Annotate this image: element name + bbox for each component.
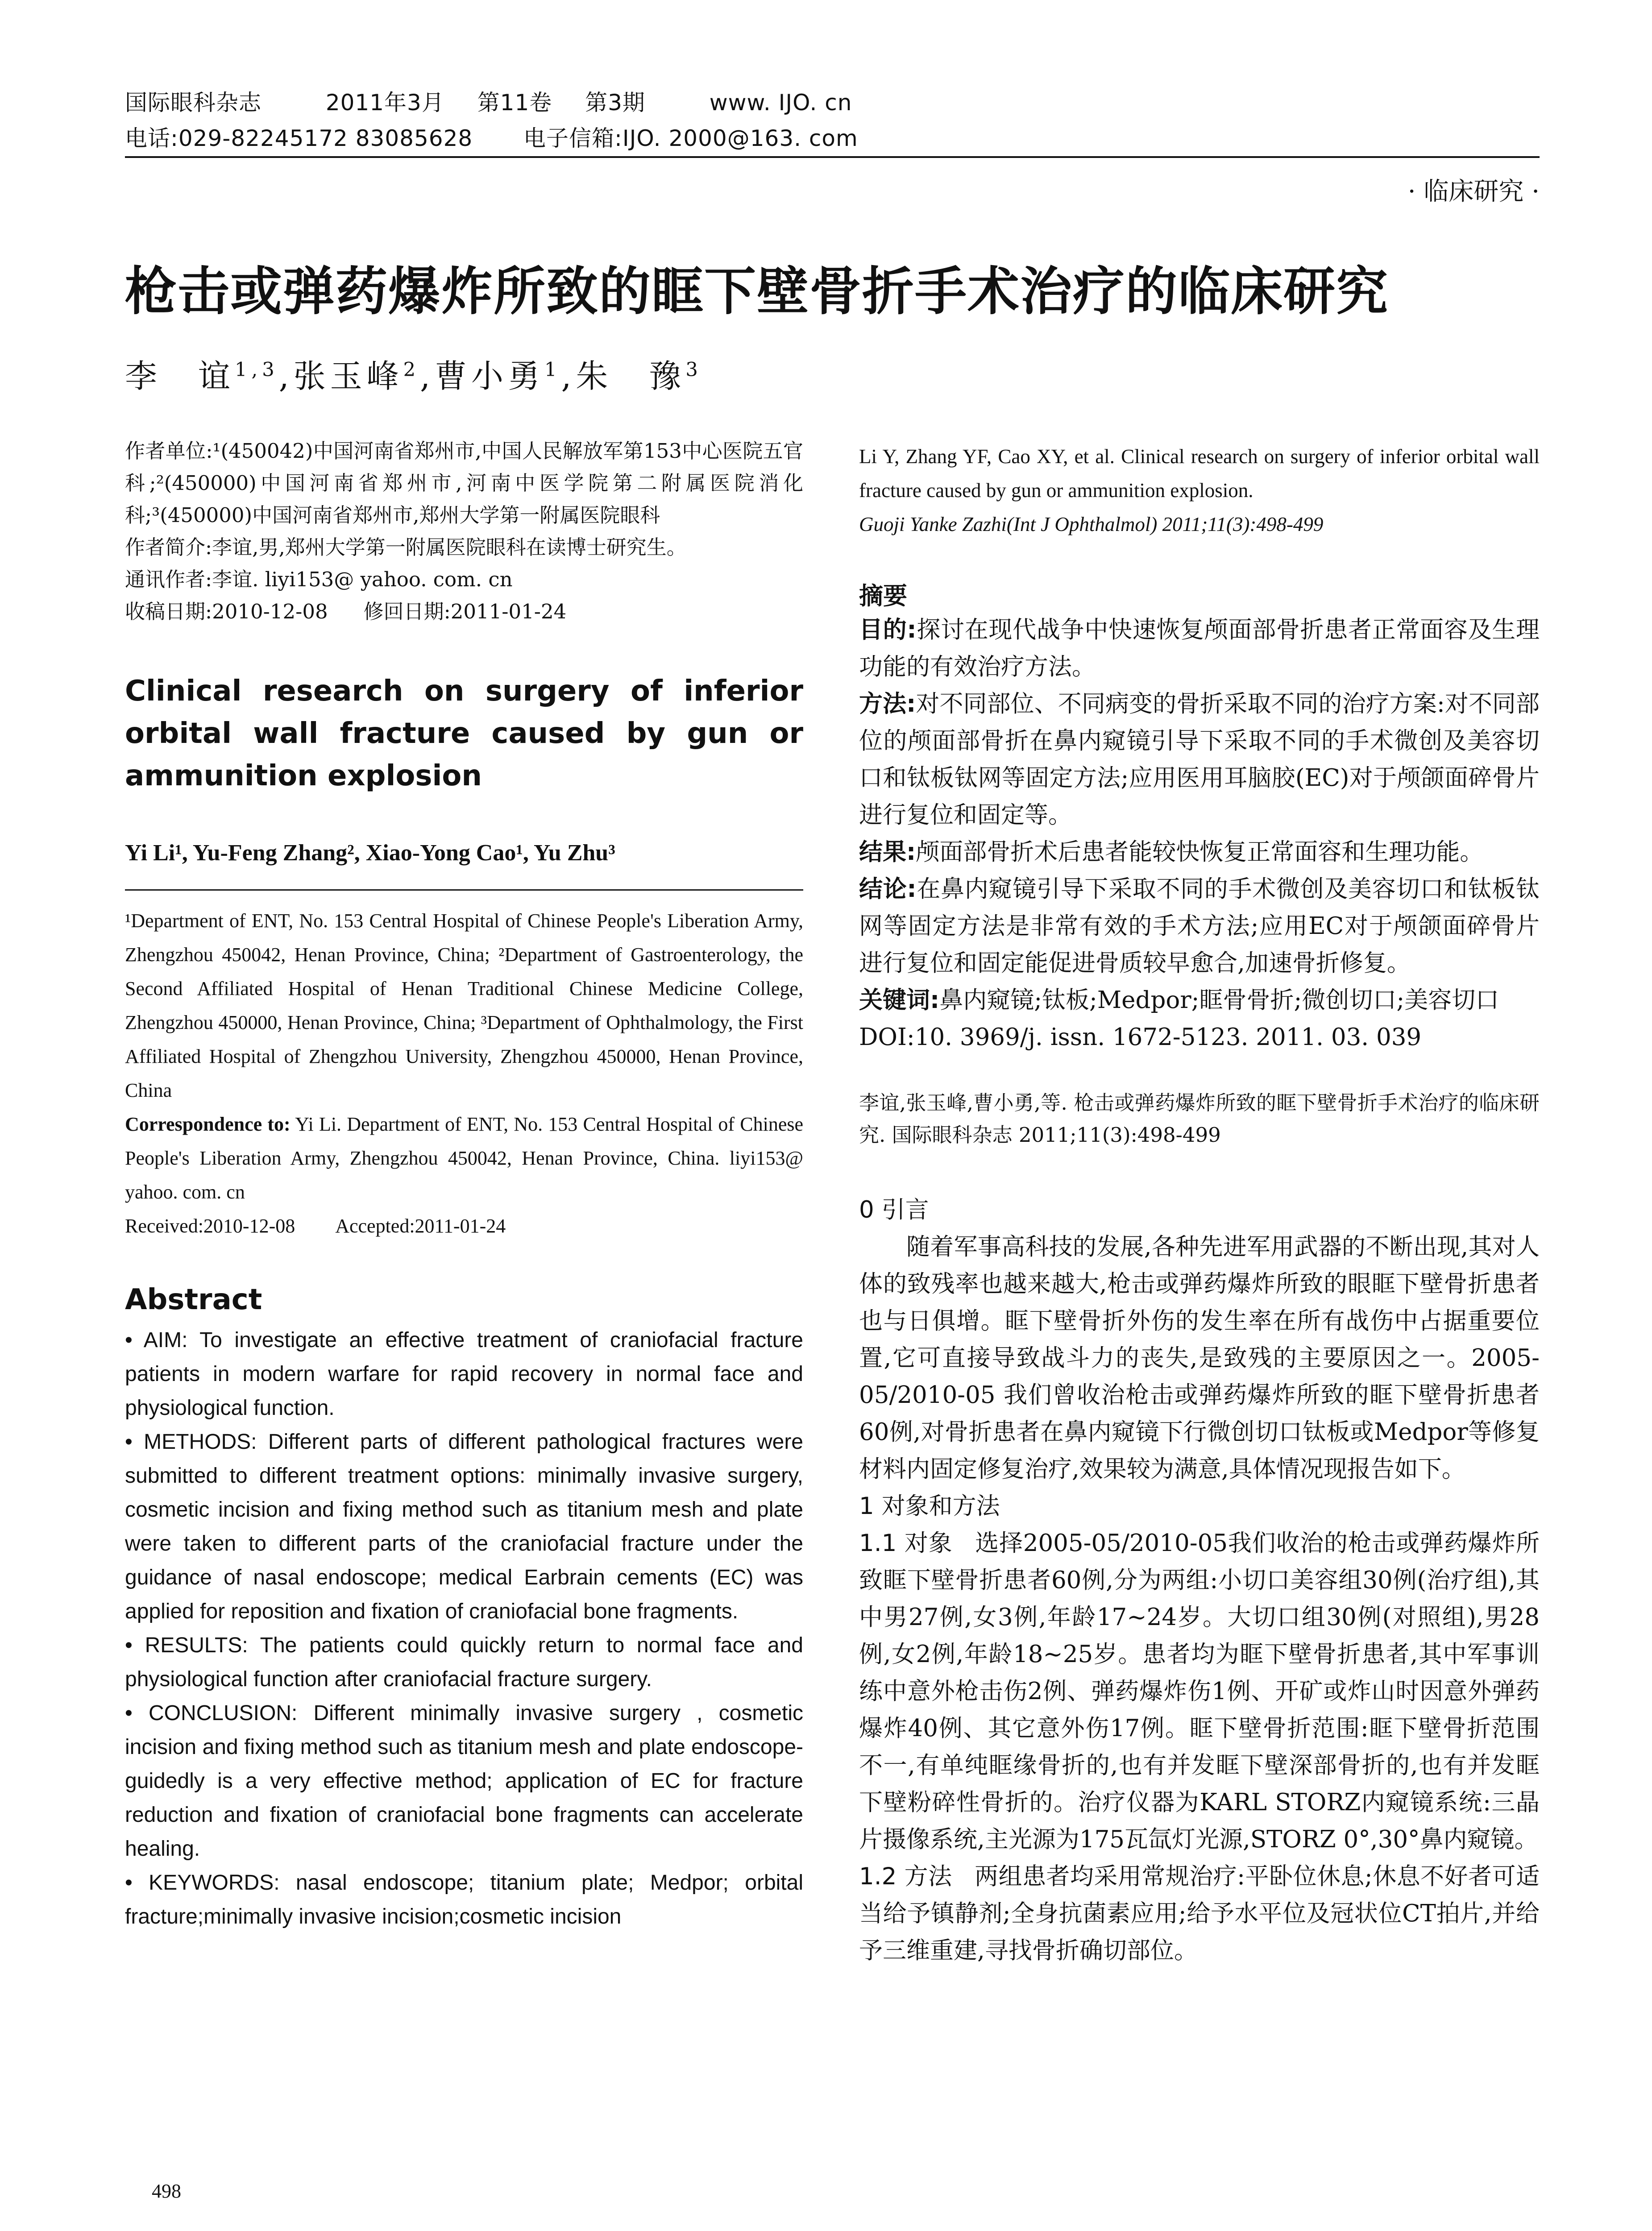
intro-heading: 0 引言 <box>859 1196 929 1223</box>
contact-line <box>125 120 858 153</box>
abstract-keywords: • KEYWORDS: nasal endoscope; titanium plate; Medpor; orbital fracture;minimally invasive incision;cosmetic incision <box>125 1871 803 1928</box>
affiliation-en-divider <box>125 889 803 891</box>
abstract-methods: • METHODS: Different parts of different pathological fractures were submitted to different treatment options: minimally invasive surgery, cosmetic incision and fixing method such as titanium mesh and plate were taken to different parts of the craniofacial fracture under the guidance of nasal endoscope; medical Earbrain cements (EC) was applied for reposition and fixation of craniofacial bone fragments. <box>125 1430 803 1623</box>
citation-en-journal: Guoji Yanke Zazhi(Int J Ophthalmol) 2011;11(3):498-499 <box>859 513 1324 535</box>
dates-cn: 收稿日期:2010-12-08 修回日期:2011-01-24 <box>125 600 567 623</box>
page-title: 枪击或弹药爆炸所致的眶下壁骨折手术治疗的临床研究 <box>125 261 1389 322</box>
section-label: · 临床研究 · <box>1407 177 1540 206</box>
abstract-en <box>125 1323 803 1934</box>
abstract-cn-results: 结果:颅面部骨折术后患者能较快恢复正常面容和生理功能。 <box>859 838 1484 866</box>
right-column <box>859 440 1540 1969</box>
affiliation-en: ¹Department of ENT, No. 153 Central Hospital of Chinese People's Liberation Army, Zhengzhou 450042, Henan Province, China; ²Department of Gastroenterology, the Second Affiliated Hospital of Henan Traditional Chinese Medicine College, Zhengzhou 450000, Henan Province, China; ³Department of Ophthalmology, the First Affiliated Hospital of Zhengzhou University, Zhengzhou 450000, Henan Province, China <box>125 910 803 1101</box>
abstract-cn-methods: 方法:对不同部位、不同病变的骨折采取不同的治疗方案:对不同部位的颅面部骨折在鼻内窥镜引导下采取不同的手术微创及美容切口和钛板钛网等固定方法;应用医用耳脑胶(EC)对于颅颌面碎骨片进行复位和固定等。 <box>859 690 1540 829</box>
left-column <box>125 435 803 1934</box>
methods-heading: 1 对象和方法 <box>859 1493 1000 1520</box>
dates-en: Received:2010-12-08 Accepted:2011-01-24 <box>125 1215 506 1237</box>
phone: 电话:029-82245172 83085628 <box>125 125 473 151</box>
abstract-aim: • AIM: To investigate an effective treatment of craniofacial fracture patients in modern warfare for rapid recovery in normal face and physiological function. <box>125 1328 803 1420</box>
title-en: Clinical research on surgery of inferior orbital wall fracture caused by gun or ammunition explosion <box>125 675 803 792</box>
abstract-cn-aim: 目的:探讨在现代战争中快速恢复颅面部骨折患者正常面容及生理功能的有效治疗方法。 <box>859 616 1540 680</box>
intro-text: 随着军事高科技的发展,各种先进军用武器的不断出现,其对人体的致残率也越来越大,枪击或弹药爆炸所致的眼眶下壁骨折患者也与日俱增。眶下壁骨折外伤的发生率在所有战伤中占据重要位置,它可直接导致战斗力的丧失,是致残的主要原因之一。2005-05/2010-05 我们曾收治枪击或弹药爆炸所致的眶下壁骨折患者60例,对骨折患者在鼻内窥镜下行微创切口钛板或Medpor等修复材料内固定修复治疗,效果较为满意,具体情况现报告如下。 <box>859 1233 1540 1483</box>
abstract-heading: Abstract <box>125 1283 262 1316</box>
authors-en: Yi Li¹, Yu-Feng Zhang², Xiao-Yong Cao¹, Yu Zhu³ <box>125 840 615 866</box>
website: www. IJO. cn <box>709 90 852 116</box>
volume: 第11卷 <box>477 90 552 116</box>
subjects-paragraph: 1.1 对象 选择2005-05/2010-05我们收治的枪击或弹药爆炸所致眶下壁骨折患者60例,分为两组:小切口美容组30例(治疗组),其中男27例,女3例,年龄17~24岁。大切口组30例(对照组),男28例,女2例,年龄18~25岁。患者均为眶下壁骨折患者,其中军事训练中意外枪击伤2例、弹药爆炸伤1例、开矿或炸山时因意外弹药爆炸40例、其它意外伤17例。眶下壁骨折范围:眶下壁骨折范围不一,有单纯眶缘骨折的,也有并发眶下壁深部骨折的,也有并发眶下壁粉碎性骨折的。治疗仪器为KARL STORZ内窥镜系统:三晶片摄像系统,主光源为175瓦氙灯光源,STORZ 0°,30°鼻内窥镜。 <box>859 1530 1540 1853</box>
correspondence-cn: 通讯作者:李谊. liyi153@ yahoo. com. cn <box>125 568 513 591</box>
methods-paragraph: 1.2 方法 两组患者均采用常规治疗:平卧位休息;休息不好者可适当给予镇静剂;全身抗菌素应用;给予水平位及冠状位CT拍片,并给予三维重建,寻找骨折确切部位。 <box>859 1863 1540 1964</box>
citation-cn: 李谊,张玉峰,曹小勇,等. 枪击或弹药爆炸所致的眶下壁骨折手术治疗的临床研究. 国际眼科杂志 2011;11(3):498-499 <box>859 1091 1540 1147</box>
header-rule <box>125 156 1540 158</box>
doi: DOI:10. 3969/j. issn. 1672-5123. 2011. 03. 039 <box>859 1024 1422 1051</box>
journal-name: 国际眼科杂志 <box>125 90 261 116</box>
abstract-cn-heading: 摘要 <box>859 582 907 610</box>
abstract-conclusion: • CONCLUSION: Different minimally invasive surgery , cosmetic incision and fixing method such as titanium mesh and plate endoscope-guidedly is a very effective method; application of EC for fracture reduction and fixation of craniofacial bone fragments can accelerate healing. <box>125 1701 803 1861</box>
email: 电子信箱:IJO. 2000@163. com <box>523 125 858 151</box>
issue: 第3期 <box>585 90 645 116</box>
abstract-results: • RESULTS: The patients could quickly return to normal face and physiological function after craniofacial fracture surgery. <box>125 1634 803 1691</box>
abstract-cn-conclusion: 结论:在鼻内窥镜引导下采取不同的手术微创及美容切口和钛板钛网等固定方法是非常有效的手术方法;应用EC对于颅颌面碎骨片进行复位和固定能促进骨质较早愈合,加速骨折修复。 <box>859 875 1540 977</box>
correspondence-en: Correspondence to: Yi Li. Department of ENT, No. 153 Central Hospital of Chinese People's Liberation Army, Zhengzhou 450042, Henan Province, China. liyi153@ yahoo. com. cn <box>125 1113 804 1203</box>
page-number: 498 <box>152 2180 181 2202</box>
issue-date: 2011年3月 <box>325 90 444 116</box>
authors-cn: 李 谊$^{1,3}$,张玉峰$^2$,曹小勇$^1$,朱 豫$^3$ <box>125 357 702 395</box>
journal-header <box>125 85 852 117</box>
keywords-cn: 关键词:鼻内窥镜;钛板;Medpor;眶骨骨折;微创切口;美容切口 <box>859 987 1499 1014</box>
affiliation-cn: 作者单位:¹(450042)中国河南省郑州市,中国人民解放军第153中心医院五官科;²(450000)中国河南省郑州市,河南中医学院第二附属医院消化科;³(450000)中国河南省郑州市,郑州大学第一附属医院眼科 <box>125 439 803 527</box>
citation-en: Li Y, Zhang YF, Cao XY, et al. Clinical research on surgery of inferior orbital wall fracture caused by gun or ammunition explosion. <box>859 445 1540 502</box>
author-bio-cn: 作者简介:李谊,男,郑州大学第一附属医院眼科在读博士研究生。 <box>125 535 687 559</box>
